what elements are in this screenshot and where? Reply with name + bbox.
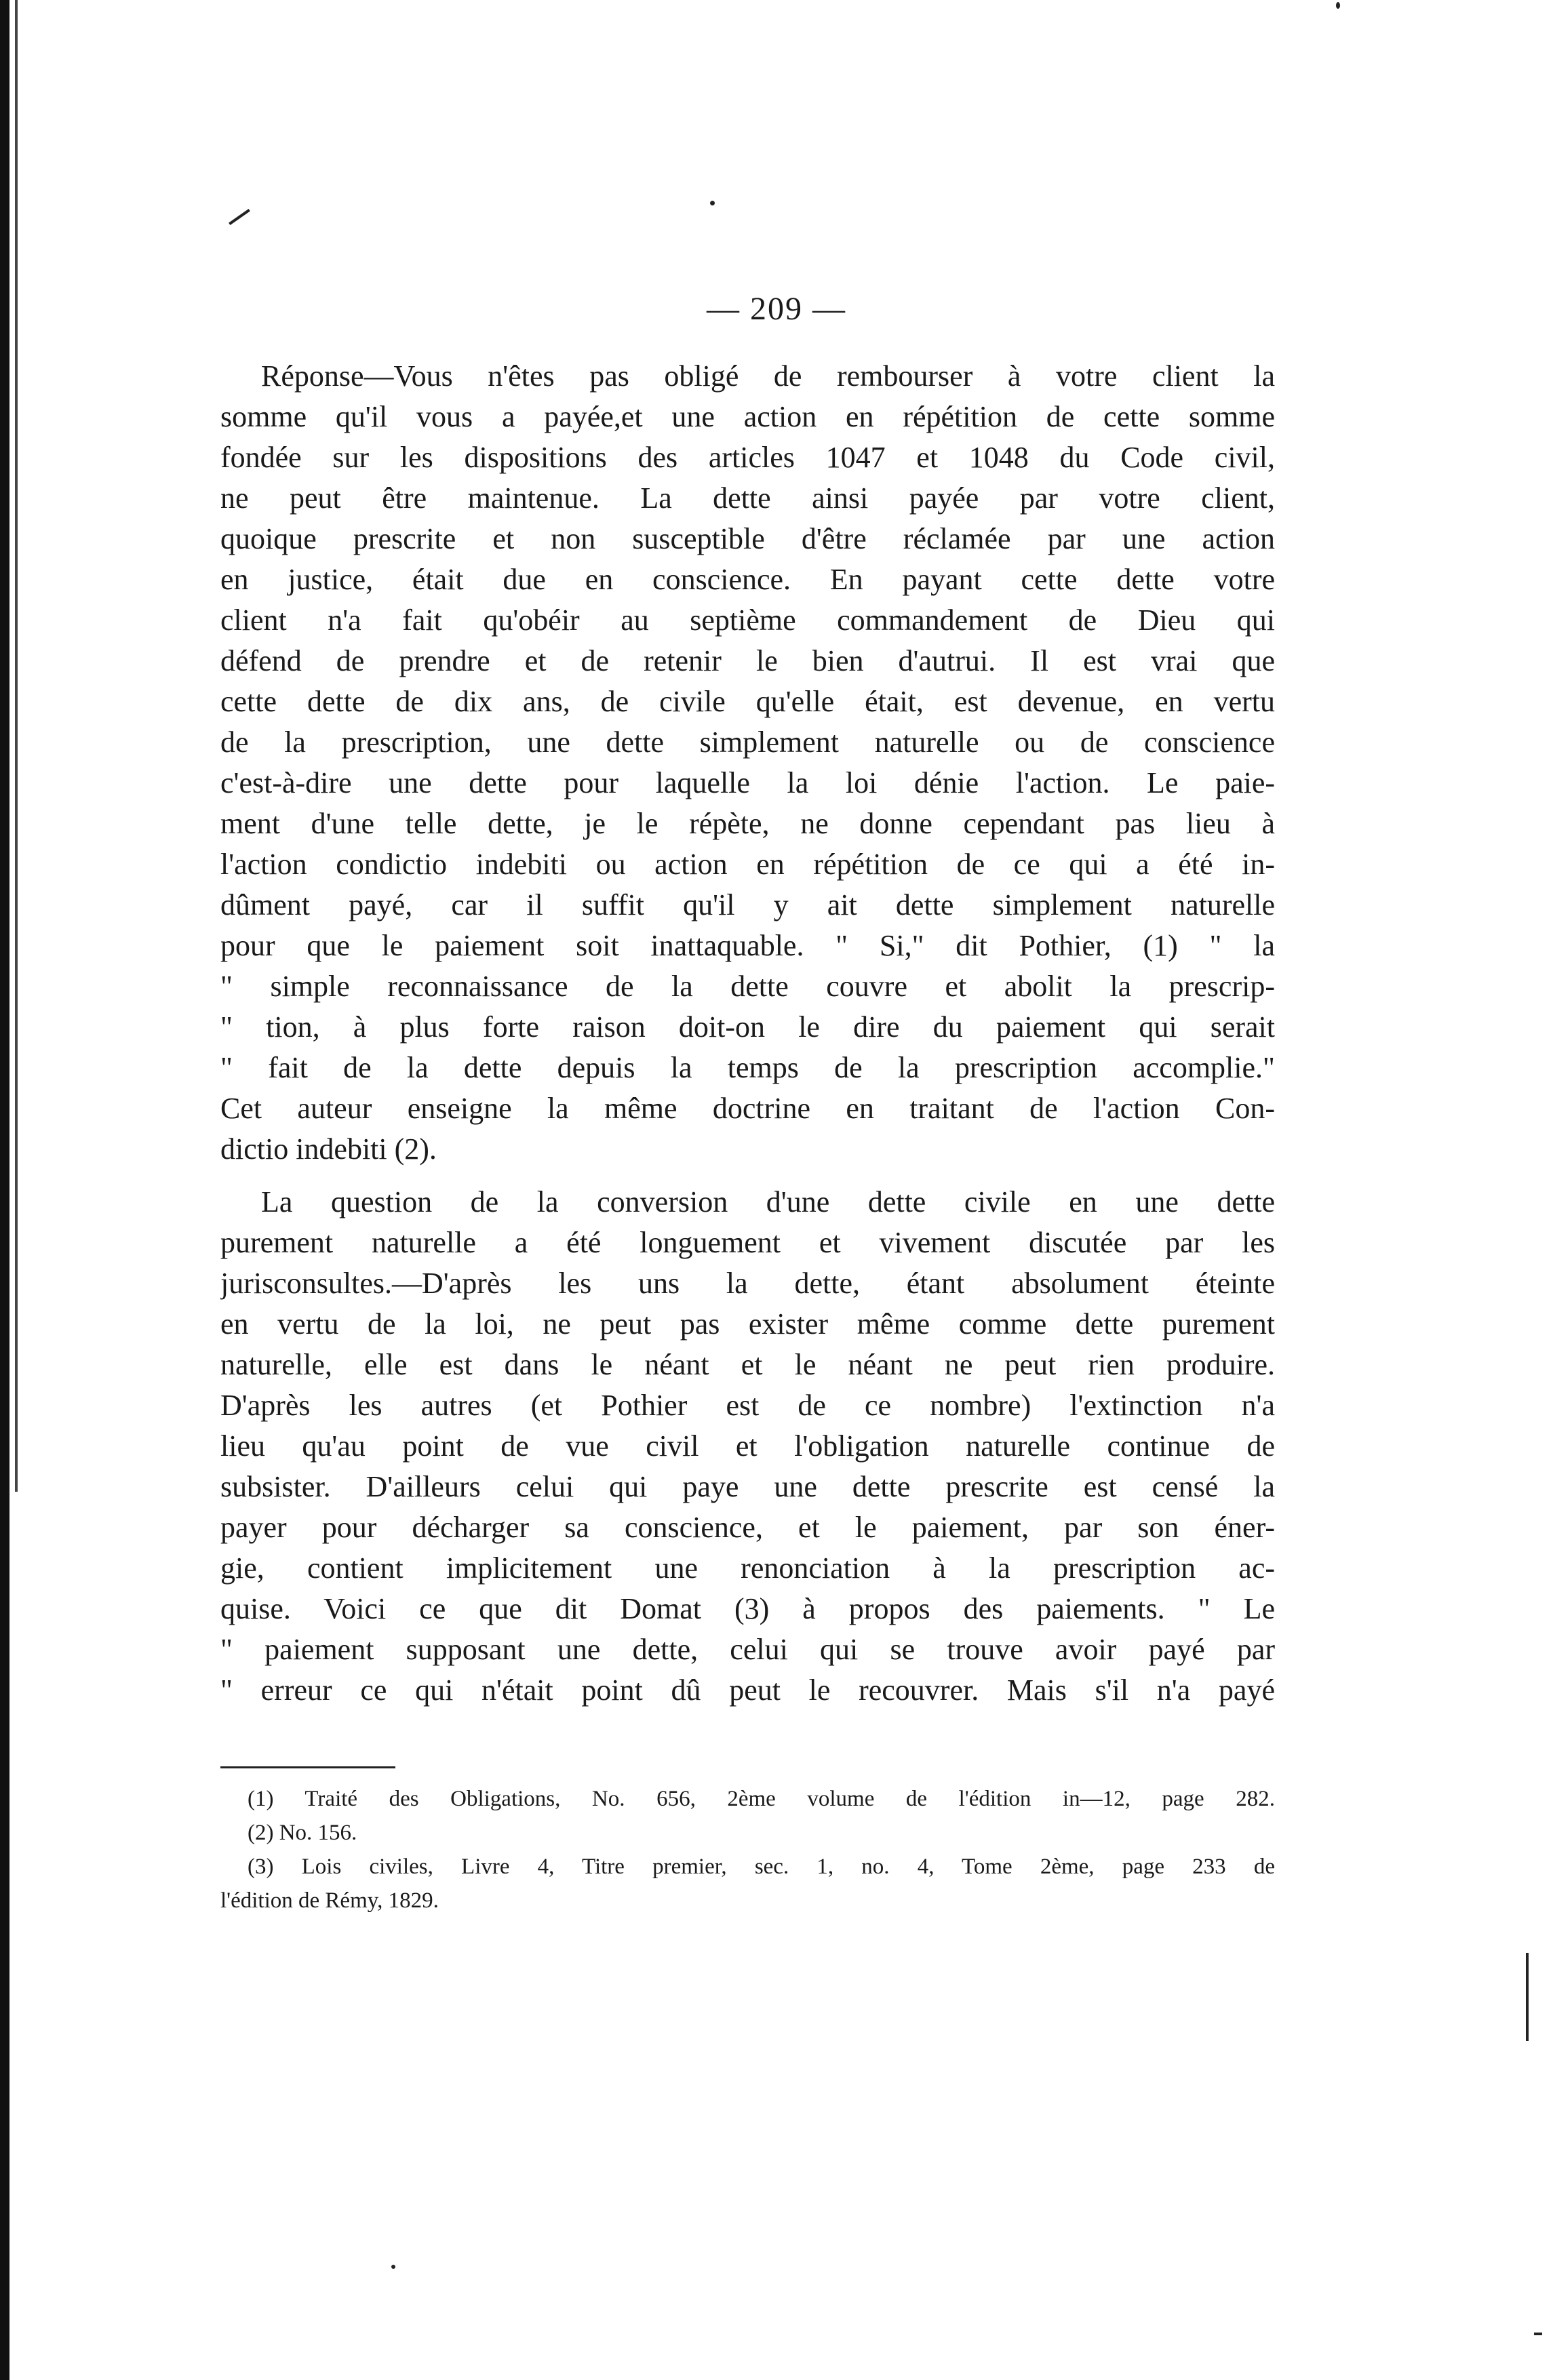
text-line: Cet auteur enseigne la même doctrine en traitant de l'action Con- [220,1092,1275,1125]
footnotes [220,1782,1275,1918]
text-line: dictio indebiti (2). [220,1132,437,1166]
text-line: " erreur ce qui n'était point dû peut le recouvrer. Mais s'il n'a payé [220,1673,1275,1707]
page-number: — 209 — [707,291,846,327]
text-line: défend de prendre et de retenir le bien d'autrui. Il est vrai que [220,644,1275,677]
text-line: purement naturelle a été longuement et vivement discutée par les [220,1226,1275,1259]
footnote: (2) No. 156. [248,1821,357,1845]
text-line: subsister. D'ailleurs celui qui paye une dette prescrite est censé la [220,1470,1275,1503]
scan-edge-inner [15,0,18,1492]
footnote-divider [220,1766,395,1768]
scan-speck [391,2265,395,2269]
scan-speck [1336,2,1340,9]
text-line: en vertu de la loi, ne peut pas exister même comme dette purement [220,1307,1275,1341]
text-line: cette dette de dix ans, de civile qu'elle était, est devenue, en vertu [220,685,1275,718]
text-line: payer pour décharger sa conscience, et le paiement, par son éner- [220,1511,1275,1544]
text-line: " tion, à plus forte raison doit-on le dire du paiement qui serait [220,1010,1275,1044]
text-line: l'action condictio indebiti ou action en répétition de ce qui a été in- [220,848,1275,881]
text-line: D'après les autres (et Pothier est de ce nombre) l'extinction n'a [220,1389,1275,1422]
text-line: quise. Voici ce que dit Domat (3) à propos des paiements. " Le [220,1592,1275,1625]
text-line: " fait de la dette depuis la temps de la prescription accomplie." [220,1051,1275,1084]
text-line: ment d'une telle dette, je le répète, ne donne cependant pas lieu à [220,807,1275,840]
text-line: client n'a fait qu'obéir au septième commandement de Dieu qui [220,603,1275,637]
text-line: lieu qu'au point de vue civil et l'obligation naturelle continue de [220,1429,1275,1463]
scan-speck [710,201,715,205]
footnote-continuation: l'édition de Rémy, 1829. [220,1888,439,1913]
text-line: somme qu'il vous a payée,et une action en répétition de cette somme [220,400,1275,433]
scan-mark [1534,2333,1542,2335]
scan-mark [229,209,250,225]
text-line: quoique prescrite et non susceptible d'être réclamée par une action [220,522,1275,555]
text-line: " simple reconnaissance de la dette couvre et abolit la prescrip- [220,970,1275,1003]
footnote: (1) Traité des Obligations, No. 656, 2ème volume de l'édition in—12, page 282. [248,1787,1275,1811]
text-line: naturelle, elle est dans le néant et le néant ne peut rien produire. [220,1348,1275,1381]
text-line: dûment payé, car il suffit qu'il y ait dette simplement naturelle [220,888,1275,921]
text-line: ne peut être maintenue. La dette ainsi payée par votre client, [220,481,1275,515]
footnote: (3) Lois civiles, Livre 4, Titre premier, sec. 1, no. 4, Tome 2ème, page 233 de [248,1855,1275,1879]
text-line: pour que le paiement soit inattaquable. " Si," dit Pothier, (1) " la [220,929,1275,962]
paragraph-gap [220,1170,1275,1182]
text-line: jurisconsultes.—D'après les uns la dette, étant absolument éteinte [220,1267,1275,1300]
text-line: c'est-à-dire une dette pour laquelle la loi dénie l'action. Le paie- [220,766,1275,799]
body-text [220,356,1275,1711]
text-line: Réponse—Vous n'êtes pas obligé de rembourser à votre client la [261,359,1275,393]
paragraph [220,1182,1275,1711]
scan-mark [1526,1953,1529,2041]
paragraph [220,356,1275,1170]
text-line: en justice, était due en conscience. En payant cette dette votre [220,563,1275,596]
text-line: " paiement supposant une dette, celui qui se trouve avoir payé par [220,1633,1275,1666]
text-line: gie, contient implicitement une renonciation à la prescription ac- [220,1551,1275,1585]
scan-edge [0,0,9,2380]
text-line: fondée sur les dispositions des articles 1047 et 1048 du Code civil, [220,441,1275,474]
text-line: de la prescription, une dette simplement naturelle ou de conscience [220,726,1275,759]
text-line: La question de la conversion d'une dette civile en une dette [261,1185,1275,1218]
